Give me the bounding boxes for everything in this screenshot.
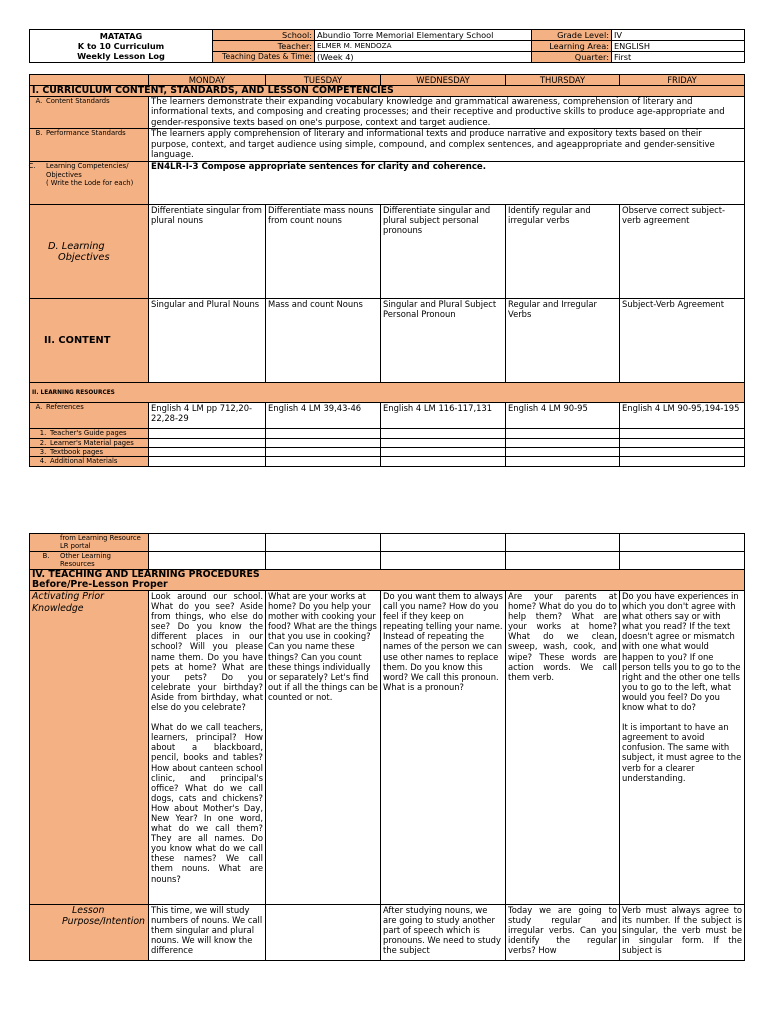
corner-cell [30, 75, 149, 86]
content-tuesday: Mass and count Nouns [266, 299, 381, 383]
competencies-label: C. Learning Competencies/ Objectives ( Write the Lode for each) [30, 162, 149, 205]
procedures-table [29, 533, 744, 961]
grade-value: IV [612, 30, 745, 41]
objectives-label: D. Learning Objectives [30, 205, 149, 299]
activating-tuesday: What are your works at home? Do you help your mother with cooking your food? What are the things that you use in cooking? Can you name these things? Can you count these things individually or separately? Let's find out if all the things can be counted or not. [266, 591, 381, 905]
purpose-label: Lesson Purpose/Intention [30, 905, 149, 961]
performance-standards-label: B. Performance Standards [30, 129, 149, 162]
area-label: Learning Area: [532, 41, 612, 52]
other-resources-label: B. Other Learning Resources [30, 552, 149, 570]
teachers-guide-label: 1. Teacher's Guide pages [30, 429, 149, 438]
objective-tuesday: Differentiate mass nouns from count nouns [266, 205, 381, 299]
school-value: Abundio Torre Memorial Elementary School [315, 30, 532, 41]
reference-wednesday: English 4 LM 116-117,131 [381, 403, 506, 429]
dates-label: Teaching Dates & Time: [213, 52, 315, 63]
purpose-wednesday: After studying nouns, we are going to study another part of speech which is pronouns. We need to study the subject [381, 905, 506, 961]
purpose-monday: This time, we will study numbers of nouns. We call them singular and plural nouns. We will know the difference [149, 905, 266, 961]
section-1-title: I. CURRICULUM CONTENT, STANDARDS, AND LESSON COMPETENCIES [30, 86, 745, 97]
teacher-value: ELMER M. MENDOZA [315, 41, 532, 52]
day-tuesday: TUESDAY [266, 75, 381, 86]
objective-wednesday: Differentiate singular and plural subject personal pronouns [381, 205, 506, 299]
day-wednesday: WEDNESDAY [381, 75, 506, 86]
textbook-pages-label: 3. Textbook pages [30, 448, 149, 457]
quarter-value: First [612, 52, 745, 63]
grade-label: Grade Level: [532, 30, 612, 41]
objective-thursday: Identify regular and irregular verbs [506, 205, 620, 299]
objective-monday: Differentiate singular from plural nouns [149, 205, 266, 299]
content-standards-text: The learners demonstrate their expanding vocabulary knowledge and grammatical awareness, comprehension of literary and informational texts, and composing and creating processes; and their receptive and productive skills to produce age-appropriate and gender-responsive texts based on one's purpose, context and target audience. [149, 97, 745, 129]
curriculum-table [29, 74, 744, 467]
purpose-thursday: Today we are going to study regular and irregular verbs. Can you identify the regular verbs? How [506, 905, 620, 961]
quarter-label: Quarter: [532, 52, 612, 63]
school-label: School: [213, 30, 315, 41]
purpose-friday: Verb must always agree to its number. If the subject is singular, the verb must be in singular form. If the subject is [620, 905, 745, 961]
activating-thursday: Are your parents at home? What do you do to help them? What are your works at home? What do we clean, sweep, wash, cook, and wipe? These words are action words. We call them verb. [506, 591, 620, 905]
resources-label: II. LEARNING RESOURCES [30, 383, 745, 403]
content-standards-label: A. Content Standards [30, 97, 149, 129]
references-label: A. References [30, 403, 149, 429]
section-4-title: IV. TEACHING AND LEARNING PROCEDURES Before/Pre-Lesson Proper [30, 570, 745, 591]
objective-friday: Observe correct subject-verb agreement [620, 205, 745, 299]
area-value: ENGLISH [612, 41, 745, 52]
content-thursday: Regular and Irregular Verbs [506, 299, 620, 383]
lr-portal-label: from Learning Resource LR portal [30, 534, 149, 552]
dates-value: (Week 4) [315, 52, 532, 63]
activating-label: Activating Prior Knowledge [30, 591, 149, 905]
reference-thursday: English 4 LM 90-95 [506, 403, 620, 429]
reference-friday: English 4 LM 90-95,194-195 [620, 403, 745, 429]
day-thursday: THURSDAY [506, 75, 620, 86]
day-friday: FRIDAY [620, 75, 745, 86]
additional-materials-label: 4. Additional Materials [30, 457, 149, 466]
content-wednesday: Singular and Plural Subject Personal Pronoun [381, 299, 506, 383]
content-friday: Subject-Verb Agreement [620, 299, 745, 383]
learners-material-label: 2. Learner's Material pages [30, 438, 149, 447]
day-monday: MONDAY [149, 75, 266, 86]
header-block [29, 29, 744, 63]
content-label: II. CONTENT [30, 299, 149, 383]
activating-wednesday: Do you want them to always call you name? How do you feel if they keep on repeating telling your name. Instead of repeating the names of the person we can use other names to replace them. Do you know this word? We call this pronoun. What is a pronoun? [381, 591, 506, 905]
log-title: MATATAG K to 10 Curriculum Weekly Lesson Log [30, 30, 213, 63]
content-monday: Singular and Plural Nouns [149, 299, 266, 383]
performance-standards-text: The learners apply comprehension of literary and informational texts and produce narrative and expository texts based on their purpose, context, and target audience using simple, compound, and complex sentences, and ageappropriate and gender-sensitive language. [149, 129, 745, 162]
reference-monday: English 4 LM pp 712,20-22,28-29 [149, 403, 266, 429]
reference-tuesday: English 4 LM 39,43-46 [266, 403, 381, 429]
competencies-text: EN4LR-I-3 Compose appropriate sentences for clarity and coherence. [149, 162, 745, 205]
purpose-tuesday [266, 905, 381, 961]
activating-friday: Do you have experiences in which you don't agree with what others say or with what you read? If the text doesn't agree or mismatch with one what would happen to you? If one person tells you to go to the right and the other one tells you to go to the left, what would you feel? Do you know what to do? It is important to have an agreement to avoid confusion. The same with subject, it must agree to the verb for a clearer understanding. [620, 591, 745, 905]
teacher-label: Teacher: [213, 41, 315, 52]
activating-monday: Look around our school. What do you see? Aside from things, who else do see? Do you know the different places in our school? Will you please name them. Do you have pets at home? What are your pets? Do you celebrate your birthday? Aside from birthday, what else do you celebrate? What do we call teachers, learners, principal? How about a blackboard, pencil, books and tables? How about canteen school clinic, and principal's office? What do we call dogs, cats and chickens? How about Mother's Day, New Year? In one word, what do we call them? They are all names. Do you know what do we call these names? We call them nouns. What are nouns? [149, 591, 266, 905]
